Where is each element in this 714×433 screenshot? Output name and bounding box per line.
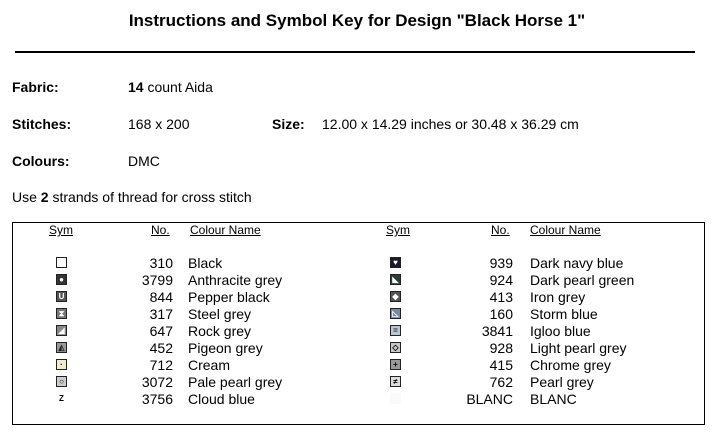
stitches-value: 168 x 200 [128,116,190,132]
colour-name: Pepper black [188,289,270,305]
table-row [13,289,703,306]
colour-name: Steel grey [188,306,252,322]
colour-number: 3072 [141,374,173,390]
table-row [13,323,703,340]
plus-icon: + [390,359,401,370]
colour-number: 3799 [141,272,173,288]
colour-name: Rock grey [188,323,252,339]
colour-name: Dark navy blue [530,255,624,271]
colour-name: Cloud blue [188,391,255,407]
header-sym-right: Sym [386,223,410,237]
ruler-triangle-icon: ◺ [390,308,401,319]
colour-name: Light pearl grey [530,340,627,356]
table-row [13,374,703,391]
u-shape-icon: U [56,291,67,302]
colour-number: 317 [149,306,173,322]
header-no-right: No. [491,223,510,237]
small-diamond-icon: ◇ [390,342,401,353]
colour-number: 160 [489,306,513,322]
colour-number: 452 [149,340,173,356]
colour-number: 3841 [481,323,513,339]
colour-name: Black [188,255,223,271]
size-label: Size: [272,116,305,132]
colour-name: Storm blue [530,306,598,322]
colour-number: 712 [149,357,173,373]
size-value: 12.00 x 14.29 inches or 30.48 x 36.29 cm [322,116,579,132]
blank-icon [390,393,401,404]
strands-post: strands of thread for cross stitch [48,189,252,205]
circle-outline-icon: ○ [56,376,67,387]
colour-number: 762 [489,374,513,390]
title-divider [15,51,695,53]
colour-name: Igloo blue [530,323,591,339]
small-triangle-icon: ◭ [56,342,67,353]
colour-number: 413 [489,289,513,305]
colour-name: BLANC [530,391,577,407]
heart-icon: ♥ [390,257,401,268]
header-name-left: Colour Name [190,223,261,237]
colour-name: Pigeon grey [188,340,263,356]
fabric-count: 14 [128,79,144,95]
table-row [13,255,703,272]
header-name-right: Colour Name [530,223,601,237]
table-row [13,340,703,357]
colour-number: 844 [149,289,173,305]
hash-icon: ≠ [390,376,401,387]
colour-number: 647 [149,323,173,339]
strands-instruction [12,189,252,205]
dot-icon: · [56,359,67,370]
header-no-left: No. [151,223,170,237]
table-row [13,391,703,408]
colour-number: 3756 [141,391,173,407]
colours-value: DMC [128,153,160,169]
hourglass-icon: ⧗ [56,308,67,319]
colour-name: Chrome grey [530,357,611,373]
table-row [13,306,703,323]
diamond-icon: ◆ [390,291,401,302]
strands-pre: Use [12,189,41,205]
double-line-icon: = [390,325,401,336]
table-row [13,357,703,374]
colour-name: Cream [188,357,231,373]
half-triangle-icon: ◢ [56,325,67,336]
colour-name: Pearl grey [530,374,594,390]
white-circle-icon: ● [56,274,67,285]
colour-name: Pale pearl grey [188,374,283,390]
z-letter-icon: Z [56,393,67,404]
page-title: Instructions and Symbol Key for Design "Black Horse 1" [128,11,586,30]
colour-name: Anthracite grey [188,272,283,288]
corner-triangle-icon: ◣ [390,274,401,285]
header-sym-left: Sym [49,223,73,237]
symbol-key-table [12,222,705,425]
colour-number: 415 [489,357,513,373]
table-row [13,272,703,289]
colour-number: 310 [149,255,173,271]
colour-number: 924 [489,272,513,288]
fabric-label: Fabric: [12,79,59,95]
colour-number: 939 [489,255,513,271]
colour-name: Dark pearl green [530,272,635,288]
colour-number: BLANC [466,391,513,407]
colours-label: Colours: [12,153,70,169]
colour-number: 928 [489,340,513,356]
fabric-value [128,79,213,95]
colour-name: Iron grey [530,289,586,305]
stitches-label: Stitches: [12,116,72,132]
fabric-type: count Aida [143,79,213,95]
strands-count: 2 [40,189,49,205]
